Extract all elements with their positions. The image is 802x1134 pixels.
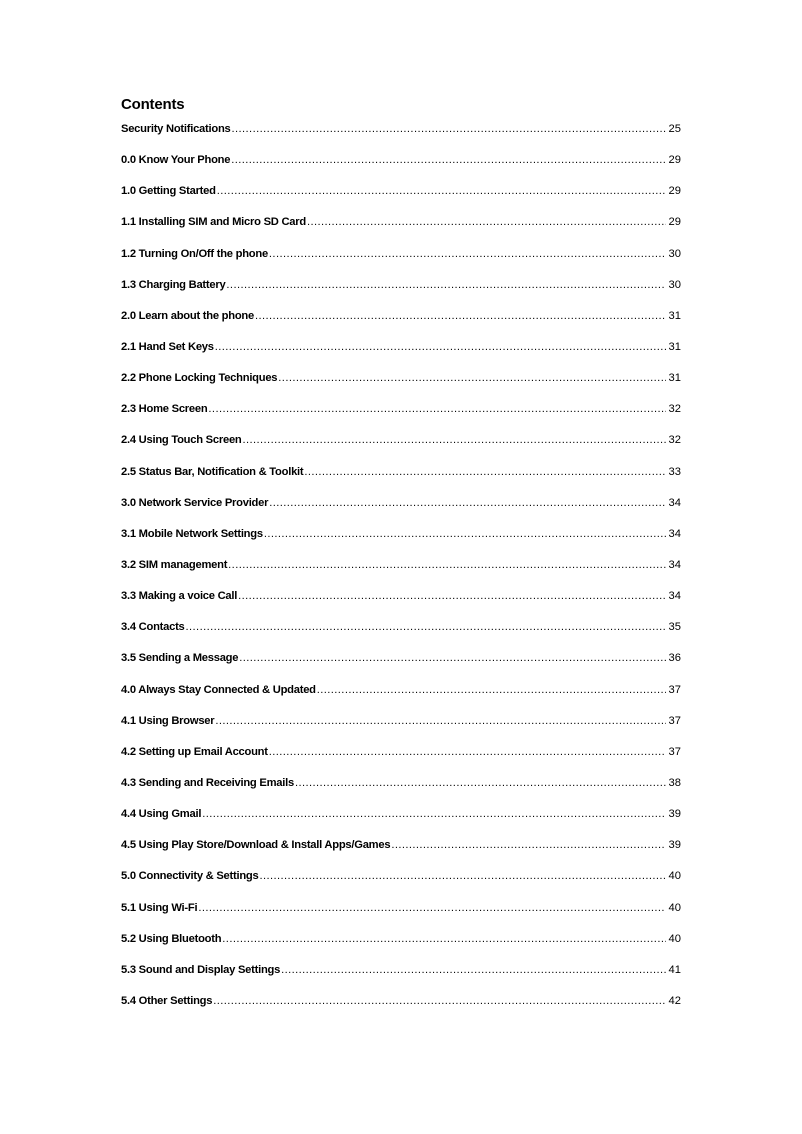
toc-entry-page: 40 [668, 870, 681, 883]
toc-entry-label: 4.4 Using Gmail [121, 808, 202, 821]
toc-entry-label: 2.1 Hand Set Keys [121, 340, 214, 353]
toc-entry-page: 29 [668, 216, 681, 229]
toc-entry[interactable] [121, 868, 681, 899]
toc-entry[interactable] [121, 495, 681, 526]
toc-entry[interactable] [121, 650, 681, 681]
dot-leader [391, 837, 666, 853]
toc-entry-label: 1.2 Turning On/Off the phone [121, 247, 268, 260]
toc-entry-label: 1.0 Getting Started [121, 185, 216, 198]
toc-entry[interactable] [121, 401, 681, 432]
toc-entry[interactable] [121, 588, 681, 619]
toc-entry-page: 30 [668, 278, 681, 291]
toc-entry-label: 3.5 Sending a Message [121, 652, 239, 665]
dot-leader [222, 931, 666, 947]
dot-leader [215, 713, 666, 729]
toc-entry-page: 31 [668, 309, 681, 322]
toc-entry-page: 29 [668, 185, 681, 198]
toc-entry-label: 2.4 Using Touch Screen [121, 434, 242, 447]
toc-entry-page: 31 [668, 340, 681, 353]
toc-entry-page: 34 [668, 496, 681, 509]
toc-entry-page: 35 [668, 621, 681, 634]
toc-entry-label: 3.0 Network Service Provider [121, 496, 269, 509]
toc-entry[interactable] [121, 152, 681, 183]
dot-leader [232, 121, 666, 137]
toc-entry[interactable] [121, 370, 681, 401]
toc-entry-label: 1.1 Installing SIM and Micro SD Card [121, 216, 306, 229]
toc-entry-label: 5.3 Sound and Display Settings [121, 963, 281, 976]
dot-leader [259, 868, 666, 884]
toc-entry-label: 2.3 Home Screen [121, 403, 208, 416]
toc-entry[interactable] [121, 277, 681, 308]
dot-leader [269, 495, 666, 511]
toc-entry[interactable] [121, 526, 681, 557]
dot-leader [255, 308, 666, 324]
toc-entry-page: 25 [668, 123, 681, 135]
toc-entry-page: 40 [668, 901, 681, 914]
toc-entry[interactable] [121, 900, 681, 931]
dot-leader [278, 370, 666, 386]
dot-leader [269, 744, 666, 760]
toc-entry-page: 29 [668, 154, 681, 167]
dot-leader [238, 588, 666, 604]
toc-entry-page: 31 [668, 372, 681, 385]
toc-entry[interactable] [121, 619, 681, 650]
table-of-contents [121, 121, 681, 1024]
toc-entry[interactable] [121, 993, 681, 1024]
dot-leader [217, 183, 666, 199]
dot-leader [231, 152, 666, 168]
toc-entry[interactable] [121, 464, 681, 495]
toc-entry-label: 3.3 Making a voice Call [121, 590, 238, 603]
dot-leader [295, 775, 666, 791]
toc-entry-label: 5.1 Using Wi-Fi [121, 901, 198, 914]
toc-entry-page: 34 [668, 527, 681, 540]
dot-leader [307, 214, 666, 230]
toc-entry-page: 42 [668, 994, 681, 1007]
dot-leader [208, 401, 666, 417]
toc-entry[interactable] [121, 713, 681, 744]
toc-entry[interactable] [121, 183, 681, 214]
toc-entry-page: 34 [668, 558, 681, 571]
dot-leader [281, 962, 666, 978]
dot-leader [202, 806, 666, 822]
toc-entry[interactable] [121, 962, 681, 993]
toc-entry[interactable] [121, 744, 681, 775]
toc-entry-page: 36 [668, 652, 681, 665]
toc-entry-label: 4.3 Sending and Receiving Emails [121, 776, 294, 789]
toc-entry[interactable] [121, 121, 681, 152]
toc-entry-label: 5.4 Other Settings [121, 994, 213, 1007]
toc-entry-label: 3.4 Contacts [121, 621, 185, 634]
toc-entry[interactable] [121, 806, 681, 837]
toc-entry-page: 39 [668, 839, 681, 852]
toc-entry-label: 3.1 Mobile Network Settings [121, 527, 263, 540]
toc-entry-label: 0.0 Know Your Phone [121, 154, 231, 167]
toc-entry-page: 32 [668, 434, 681, 447]
toc-entry-page: 37 [668, 745, 681, 758]
toc-entry-label: 5.2 Using Bluetooth [121, 932, 222, 945]
dot-leader [317, 682, 666, 698]
toc-entry-page: 32 [668, 403, 681, 416]
toc-entry-label: 4.0 Always Stay Connected & Updated [121, 683, 316, 696]
toc-entry[interactable] [121, 214, 681, 245]
toc-entry-page: 37 [668, 714, 681, 727]
toc-entry-page: 33 [668, 465, 681, 478]
toc-entry-page: 30 [668, 247, 681, 260]
toc-entry[interactable] [121, 339, 681, 370]
dot-leader [215, 339, 666, 355]
toc-entry-label: 4.2 Setting up Email Account [121, 745, 268, 758]
toc-entry[interactable] [121, 557, 681, 588]
toc-entry-page: 40 [668, 932, 681, 945]
toc-entry[interactable] [121, 432, 681, 463]
toc-heading: Contents [121, 96, 185, 113]
dot-leader [239, 650, 666, 666]
toc-entry-label: 2.0 Learn about the phone [121, 309, 254, 322]
dot-leader [213, 993, 666, 1009]
toc-entry[interactable] [121, 682, 681, 713]
toc-entry-label: 4.1 Using Browser [121, 714, 215, 727]
toc-entry-page: 37 [668, 683, 681, 696]
toc-entry-label: 1.3 Charging Battery [121, 278, 226, 291]
toc-entry-label: 2.2 Phone Locking Techniques [121, 372, 278, 385]
dot-leader [264, 526, 666, 542]
toc-entry-page: 34 [668, 590, 681, 603]
toc-entry-label: 5.0 Connectivity & Settings [121, 870, 259, 883]
dot-leader [226, 277, 666, 293]
toc-entry[interactable] [121, 931, 681, 962]
toc-entry[interactable] [121, 308, 681, 339]
toc-entry-page: 41 [668, 963, 681, 976]
toc-entry-label: 4.5 Using Play Store/Download & Install Apps/Games [121, 839, 391, 852]
toc-entry-label: Security Notifications [121, 123, 231, 135]
toc-entry-page: 38 [668, 776, 681, 789]
toc-entry-label: 3.2 SIM management [121, 558, 228, 571]
dot-leader [198, 900, 666, 916]
toc-entry[interactable] [121, 775, 681, 806]
dot-leader [186, 619, 666, 635]
dot-leader [243, 432, 667, 448]
dot-leader [228, 557, 666, 573]
dot-leader [269, 246, 666, 262]
toc-entry[interactable] [121, 246, 681, 277]
toc-entry-page: 39 [668, 808, 681, 821]
toc-entry[interactable] [121, 837, 681, 868]
toc-entry-label: 2.5 Status Bar, Notification & Toolkit [121, 465, 304, 478]
dot-leader [304, 464, 666, 480]
